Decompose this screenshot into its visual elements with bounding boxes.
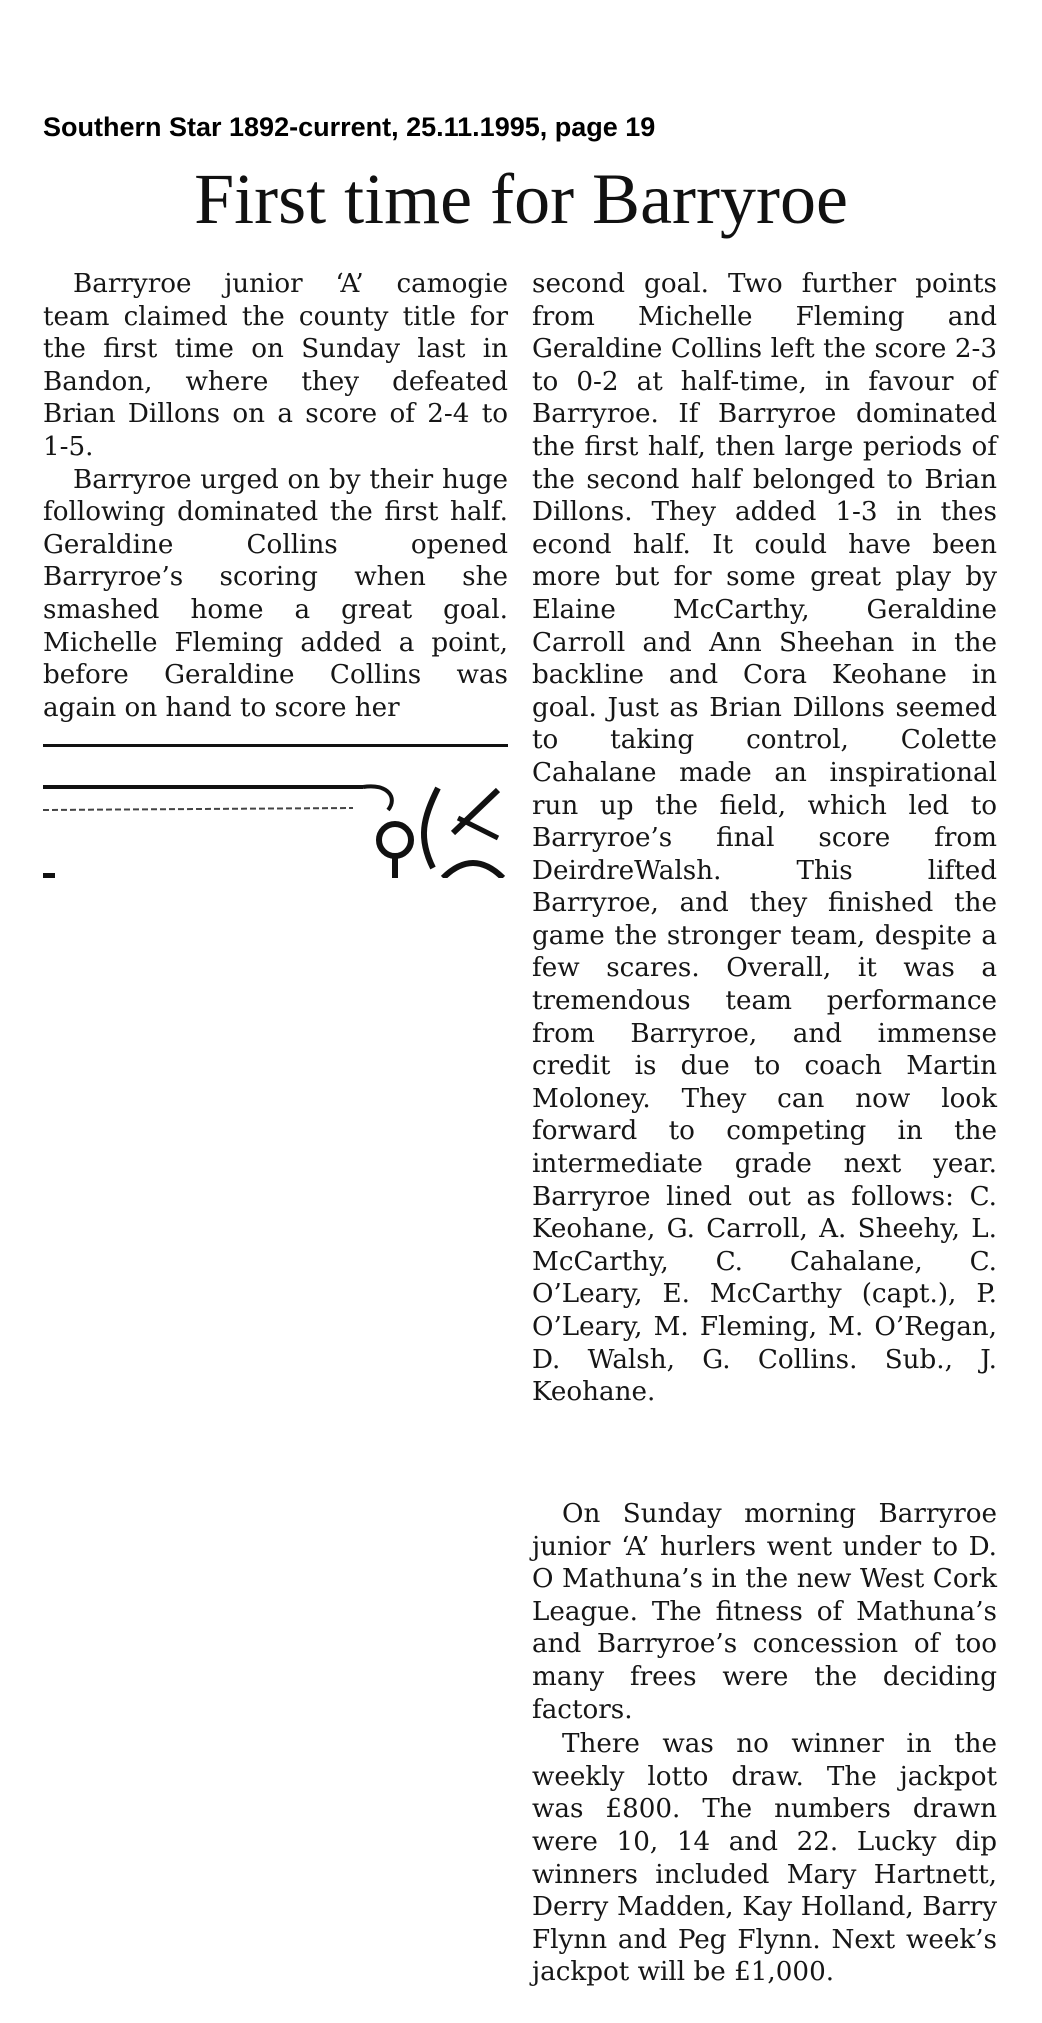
article-paragraph: Barryroe urged on by their huge following dominated the first half. Geraldine Collins opened Barryroe’s scoring when she smashed home a great goal. Michelle Fleming added a point, before Geraldine Collins was again on hand to score her xyxy=(43,464,508,723)
source-caption: Southern Star 1892-current, 25.11.1995, page 19 xyxy=(43,112,656,142)
article-right-column xyxy=(532,268,997,1409)
article-left-column xyxy=(43,268,508,724)
article-paragraph: There was no winner in the weekly lotto draw. The jackpot was £800. The numbers drawn were 10, 14 and 22. Lucky dip winners included Mary Hartnett, Derry Madden, Kay Holland, Barry Flynn and Peg Flynn. Next week’s jackpot will be £1,000. xyxy=(532,1729,997,1988)
scroll-ornament-icon xyxy=(43,778,508,878)
article-paragraph: Barryroe junior ‘A’ camogie team claimed the county title for the first time on Sunday last in Bandon, where they defeated Brian Dillons on a score of 2-4 to 1-5. xyxy=(43,269,508,462)
headline: First time for Barryroe xyxy=(194,159,848,239)
article-paragraph: second goal. Two further points from Michelle Fleming and Geraldine Collins left the score 2-3 to 0-2 at half-time, in favour of Barryroe. If Barryroe dominated the first half, then large periods of the second half belonged to Brian Dillons. They added 1-3 in thes econd half. It could have been more but for some great play by Elaine McCarthy, Geraldine Carroll and Ann Sheehan in the backline and Cora Keohane in goal. Just as Brian Dillons seemed to taking control, Colette Cahalane made an inspirational run up the field, which led to Barryroe’s final score from DeirdreWalsh. This lifted Barryroe, and they finished the game the stronger team, despite a few scares. Overall, it was a tremendous team performance from Barryroe, and immense credit is due to coach Martin Moloney. They can now look forward to competing in the intermediate grade next year. Barryroe lined out as follows: C. Keohane, G. Carroll, A. Sheehy, L. McCarthy, C. Cahalane, C. O’Leary, E. McCarthy (capt.), P. O’Leary, M. Fleming, M. O’Regan, D. Walsh, G. Collins. Sub., J. Keohane. xyxy=(532,269,997,1408)
article-right-column-more xyxy=(532,1498,997,1989)
article-paragraph: On Sunday morning Barryroe junior ‘A’ hurlers went under to D. O Mathuna’s in the new West Cork League. The fitness of Mathuna’s and Barryroe’s concession of too many frees were the deciding factors. xyxy=(532,1499,997,1725)
section-divider xyxy=(43,744,508,747)
